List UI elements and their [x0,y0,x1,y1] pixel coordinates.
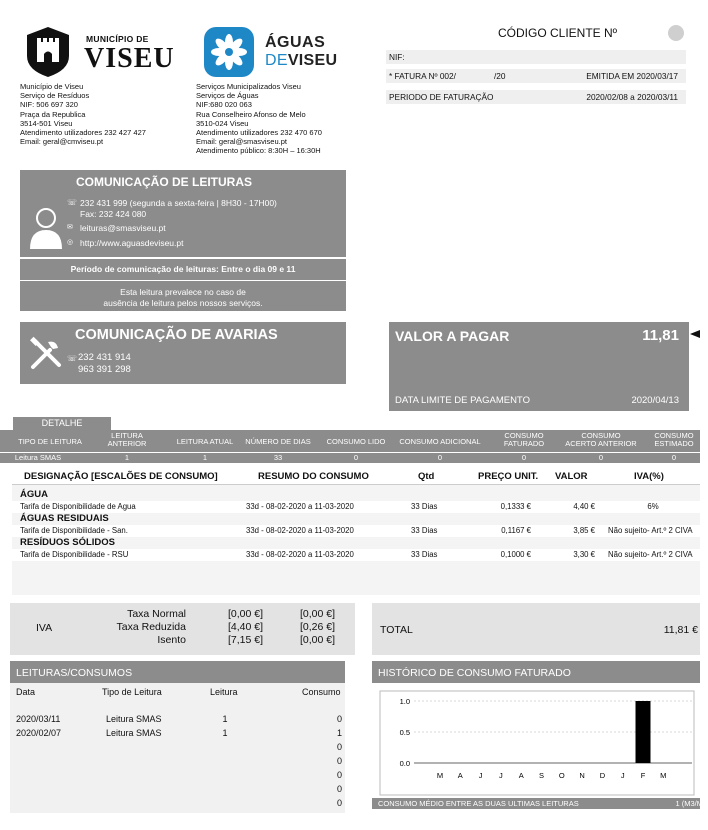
item-resumo: 33d - 08-02-2020 a 11-03-2020 [246,526,354,535]
consumos-title-bar [10,661,345,683]
detalhe-value: 0 [437,453,443,462]
smas-line: NIF:680 020 063 [196,100,252,110]
y-tick-label: 1.0 [399,697,410,706]
detalhe-col-header-text: FATURADO [503,439,545,448]
detalhe-col-header-text: CONSUMO [504,431,544,440]
smas-address [196,82,376,156]
iva-rate-base: [4,40 €] [228,621,264,633]
consumos-col-consumo: Consumo [302,687,341,697]
invoice-label: * FATURA Nº 002/ [389,71,456,81]
viseu-line: Email: geral@cmviseu.pt [20,137,104,147]
total-panel [372,603,700,655]
detalhe-col-header-text: CONSUMO ADICIONAL [399,437,481,446]
viseu-logo-top: MUNICÍPIO DE [86,34,149,44]
item-valor: 3,30 € [573,550,595,559]
valor-amount: 11,81 [642,327,679,344]
detalhe-value: 0 [671,453,677,462]
invoice-row [386,69,686,83]
detalhe-value: 1 [202,453,208,462]
item-desc: Tarifa de Disponibilidade - RSU [20,550,129,559]
detalhe-col-header-text: LEITURA [111,431,143,440]
x-tick-label: J [478,771,483,780]
x-tick-label: M [660,771,667,780]
col-qtd: Qtd [418,471,435,482]
consumos-title: LEITURAS/CONSUMOS [16,667,133,679]
smas-logo [203,26,363,78]
consumos-consumo: 1 [336,728,342,738]
detalhe-col-header [394,437,486,446]
consumos-col-tipo: Tipo de Leitura [102,687,162,697]
valor-limit-date: 2020/04/13 [631,395,679,406]
iva-rate-tax: [0,26 €] [300,621,336,633]
tools-icon [28,336,64,372]
phone-icon: ☏ [67,198,78,207]
item-desc: Tarifa de Disponibilidade - San. [20,526,128,535]
iva-panel [10,603,355,655]
invoice-suffix: /20 [494,71,506,81]
detalhe-col-header-text: CONSUMO LIDO [326,437,386,446]
viseu-line: NIF: 506 697 320 [20,100,78,110]
detalhe-col-header-text: ANTERIOR [107,439,147,448]
detalhe-col-header-text: TIPO DE LEITURA [18,437,82,446]
arrow-marker [690,330,700,338]
x-tick-label: N [579,771,585,780]
detalhe-value: 0 [598,453,604,462]
iva-label: IVA [36,622,53,634]
detalhe-value: 1 [124,453,130,462]
consumos-consumo: 0 [336,784,342,794]
item-valor: 4,40 € [573,502,595,511]
avarias-phone1: 232 431 914 [78,352,131,363]
col-resumo: RESUMO DO CONSUMO [258,471,369,482]
detalhe-value: 0 [353,453,359,462]
smas-line: Atendimento público: 8:30H – 16:30H [196,146,321,156]
smas-line: Serviços de Águas [196,91,259,101]
item-qtd: 33 Dias [411,502,438,511]
y-tick-label: 0.0 [399,759,410,768]
detalhe-col-header [560,432,642,448]
consumos-data: 2020/03/11 [16,714,61,724]
smas-line: Rua Conselheiro Afonso de Melo [196,109,306,119]
historico-footer [372,798,708,809]
consumos-consumo: 0 [336,770,342,780]
item-qtd: 33 Dias [411,550,438,559]
avarias-panel [20,322,346,384]
historico-footer-label: CONSUMO MÉDIO ENTRE AS DUAS ULTIMAS LEITURAS [378,799,579,808]
consumos-consumo: 0 [336,714,342,724]
item-row [12,501,700,513]
valor-panel [389,322,689,411]
iva-rate-name: Taxa Reduzida [116,621,186,633]
client-code-label: CÓDIGO CLIENTE Nº [498,26,618,40]
detalhe-col-header-text: ACERTO ANTERIOR [565,439,637,448]
viseu-line: Praça da Republica [20,109,86,119]
consumos-table [10,683,345,813]
iva-rate-base: [7,15 €] [228,634,264,646]
total-value: 11,81 € [663,624,698,636]
divider [20,280,346,281]
y-tick-label: 0.5 [399,728,410,737]
smas-logo-b [265,52,337,70]
consumos-leitura: 1 [222,728,228,738]
nif-row [386,50,686,64]
leituras-fax: Fax: 232 424 080 [80,209,147,219]
consumos-consumo: 0 [336,742,342,752]
smas-line: Atendimento utilizadores 232 470 670 [196,128,322,138]
item-valor: 3,85 € [573,526,595,535]
invoice-issued: EMITIDA EM 2020/03/17 [586,71,678,81]
consumos-leitura: 1 [222,714,228,724]
item-preco: 0,1167 € [501,526,531,535]
detalhe-col-header [0,437,100,446]
x-tick-label: J [499,771,503,780]
detalhe-col-header-text: ESTIMADO [654,439,694,448]
leituras-panel [20,170,346,257]
detalhe-value: 33 [273,453,283,462]
col-valor: VALOR [555,471,588,482]
detalhe-header [0,430,700,452]
leituras-web[interactable]: http://www.aguasdeviseu.pt [80,238,184,248]
total-label: TOTAL [380,624,413,636]
detalhe-col-header [92,432,162,448]
iva-rate-tax: [0,00 €] [300,634,336,646]
detalhe-values [0,453,700,463]
x-tick-label: D [599,771,606,780]
detalhe-col-header [318,437,394,446]
smas-line: Serviços Municipalizados Viseu [196,82,301,91]
iva-rate-name: Isento [157,634,186,646]
historico-footer-value: 1 (M3/MÊ [675,799,708,808]
period-value: 2020/02/08 a 2020/03/11 [586,92,678,102]
items-table [12,467,700,595]
smas-line: 3510-024 Viseu [196,118,249,128]
leituras-title: COMUNICAÇÃO DE LEITURAS [76,175,252,189]
item-resumo: 33d - 08-02-2020 a 11-03-2020 [246,502,354,511]
consumos-consumo: 0 [336,756,342,766]
group-name: RESÍDUOS SÓLIDOS [20,537,116,548]
detalhe-col-header [646,432,702,448]
viseu-line: Serviço de Resíduos [20,91,90,101]
globe-icon: ◎ [67,239,74,246]
detalhe-col-header [167,437,243,446]
items-header [12,467,700,485]
item-resumo: 33d - 08-02-2020 a 11-03-2020 [246,550,354,559]
water-flower-icon [203,26,255,78]
historico-chart [372,683,700,798]
detalhe-col-header-text: CONSUMO [581,431,621,440]
col-iva: IVA(%) [634,471,664,482]
period-label: PERIODO DE FATURAÇÃO [389,92,494,102]
item-iva: 6% [647,502,659,511]
consumos-col-leitura: Leitura [210,687,238,697]
item-iva: Não sujeito- Art.º 2 CIVA [608,526,693,535]
x-tick-label: F [640,771,646,780]
mail-icon: ✉ [67,224,73,231]
detalhe-col-header-text: LEITURA ATUAL [176,437,234,446]
castle-shield-icon [22,26,74,78]
item-qtd: 33 Dias [411,526,438,535]
x-tick-label: A [457,771,463,780]
smas-logo-a: ÁGUAS [265,34,326,51]
bar [636,701,651,763]
detalhe-col-header [240,437,316,446]
item-preco: 0,1000 € [500,550,531,559]
avarias-phone2: 963 391 298 [78,364,131,375]
x-tick-label: S [538,771,545,780]
nif-label: NIF: [389,52,405,62]
valor-limit-label: DATA LIMITE DE PAGAMENTO [395,395,530,406]
item-row [12,549,700,561]
smas-logo-b2: VISEU [287,52,338,69]
consumos-col-data: Data [16,687,36,697]
detalhe-col-header [490,432,558,448]
viseu-line: 3514-501 Viseu [20,118,73,128]
historico-title: HISTÓRICO DE CONSUMO FATURADO [378,667,571,679]
avarias-title: COMUNICAÇÃO DE AVARIAS [75,327,278,343]
item-preco: 0,1333 € [500,502,531,511]
consumos-tipo: Leitura SMAS [106,714,162,724]
detalhe-value: Leitura SMAS [14,453,62,462]
leituras-email[interactable]: leituras@smasviseu.pt [80,223,166,233]
detalhe-value: 0 [521,453,527,462]
valor-label: VALOR A PAGAR [395,328,510,344]
historico-chart-area [372,683,700,798]
detalhe-col-header-text: CONSUMO [654,431,694,440]
item-row [12,525,700,537]
consumos-data: 2020/02/07 [16,728,62,738]
leituras-note2: ausência de leitura pelos nossos serviços. [103,298,263,308]
person-icon [28,206,64,250]
x-tick-label: O [558,771,565,780]
period-row [386,90,686,104]
leituras-phone: 232 431 999 (segunda a sexta-feira | 8H30 - 17H00) [80,198,277,208]
x-tick-label: A [518,771,524,780]
viseu-logo [22,26,175,78]
tab-detalhe[interactable]: DETALHE [13,417,111,430]
group-name: ÁGUA [20,489,48,500]
historico-title-bar [372,661,700,683]
x-tick-label: M [436,771,444,780]
iva-rate-base: [0,00 €] [228,608,264,620]
viseu-line: Atendimento utilizadores 232 427 427 [20,128,146,138]
consumos-tipo: Leitura SMAS [106,728,162,738]
iva-rate-tax: [0,00 €] [300,608,336,620]
leituras-period: Período de comunicação de leituras: Entre o dia 09 e 11 [70,264,296,274]
iva-rate-name: Taxa Normal [127,608,186,620]
leituras-note1: Esta leitura prevalece no caso de [120,287,246,297]
consumos-consumo: 0 [336,798,342,808]
help-icon[interactable] [668,25,684,41]
smas-line: Email: geral@smasviseu.pt [196,137,287,147]
viseu-logo-main: VISEU [84,43,175,74]
smas-logo-b1: DE [265,52,288,69]
leituras-period-panel [20,259,346,311]
col-designacao: DESIGNAÇÃO [ESCALÕES DE CONSUMO] [24,471,218,482]
group-name: ÁGUAS RESIDUAIS [20,513,109,524]
item-desc: Tarifa de Disponibilidade de Agua [20,502,136,511]
viseu-line: Município de Viseu [20,82,84,91]
col-preco: PREÇO UNIT. [478,471,539,482]
detalhe-col-header-text: NÚMERO DE DIAS [245,437,311,446]
phone-icon: ☏ [67,354,78,363]
viseu-address [20,82,190,146]
x-tick-label: J [620,771,625,780]
item-iva: Não sujeito- Art.º 2 CIVA [608,550,693,559]
